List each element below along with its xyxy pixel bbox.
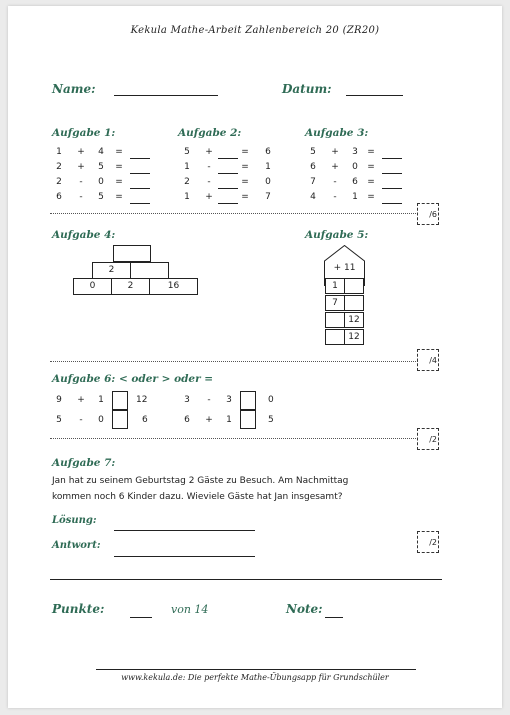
a2-r2-answer[interactable] (218, 173, 238, 174)
a1-r2-a: 2 (56, 162, 62, 172)
a1-r4-b: 5 (98, 192, 104, 202)
a1-r1-op: + (77, 147, 85, 157)
a6-i4-b: 1 (226, 415, 232, 425)
section-divider (50, 361, 418, 362)
note-label: Note: (286, 602, 323, 616)
punkte-label: Punkte: (52, 602, 105, 616)
pyramid-bottom-cell-2[interactable]: 2 (111, 278, 150, 295)
a6-i1-compare-box[interactable] (112, 391, 128, 410)
a1-r4-op: - (79, 192, 83, 202)
a1-r3-op: - (79, 177, 83, 187)
a3-r2-b: 0 (352, 162, 358, 172)
a2-r1-eq: = (241, 147, 249, 157)
punkte-line[interactable] (130, 617, 152, 618)
datum-line[interactable] (346, 95, 403, 96)
house-row4-right[interactable]: 12 (344, 329, 364, 345)
score-box-1[interactable]: /6 (417, 203, 439, 225)
a2-r2-a: 1 (184, 162, 190, 172)
loesung-label: Lösung: (52, 515, 97, 526)
pyramid-middle-cell-1[interactable]: 2 (92, 262, 131, 279)
a2-r4-eq: = (241, 192, 249, 202)
a6-i3-op: - (79, 415, 83, 425)
score-box-2[interactable]: /4 (417, 349, 439, 371)
a2-r3-op: - (207, 177, 211, 187)
a3-r4-answer[interactable] (382, 203, 402, 204)
a1-r4-a: 6 (56, 192, 62, 202)
a3-r2-answer[interactable] (382, 173, 402, 174)
worksheet-page (8, 6, 502, 708)
a6-i4-c: 5 (268, 415, 274, 425)
a6-i4-compare-box[interactable] (240, 410, 256, 429)
a2-r4-r: 7 (265, 192, 271, 202)
house-row4-left[interactable] (325, 329, 345, 345)
a3-r2-op: + (331, 162, 339, 172)
a1-r1-a: 1 (56, 147, 62, 157)
a3-r3-a: 7 (310, 177, 316, 187)
pyramid-bottom-cell-3[interactable]: 16 (149, 278, 198, 295)
a1-r1-eq: = (115, 147, 123, 157)
a6-i2-a: 3 (184, 395, 190, 405)
section-divider (50, 438, 418, 439)
a6-i4-a: 6 (184, 415, 190, 425)
a2-r2-op: - (207, 162, 211, 172)
a2-r1-a: 5 (184, 147, 190, 157)
a2-r3-a: 2 (184, 177, 190, 187)
a1-r4-answer[interactable] (130, 203, 150, 204)
a6-i3-compare-box[interactable] (112, 410, 128, 429)
section-divider (50, 213, 418, 214)
house-row1-left[interactable]: 1 (325, 278, 345, 294)
score-box-4[interactable]: /2 (417, 531, 439, 553)
a1-r1-answer[interactable] (130, 158, 150, 159)
loesung-line[interactable] (114, 530, 255, 531)
house-row2-left[interactable]: 7 (325, 295, 345, 311)
a6-i1-a: 9 (56, 395, 62, 405)
aufgabe7-text-line2: kommen noch 6 Kinder dazu. Wieviele Gäste hat Jan insgesamt? (52, 492, 343, 502)
a2-r4-a: 1 (184, 192, 190, 202)
a2-r1-r: 6 (265, 147, 271, 157)
aufgabe5-title: Aufgabe 5: (305, 229, 369, 241)
a6-i4-op: + (205, 415, 213, 425)
a6-i2-c: 0 (268, 395, 274, 405)
a1-r2-b: 5 (98, 162, 104, 172)
a6-i3-c: 6 (142, 415, 148, 425)
a1-r2-answer[interactable] (130, 173, 150, 174)
a1-r1-b: 4 (98, 147, 104, 157)
a1-r4-eq: = (115, 192, 123, 202)
a2-r1-answer[interactable] (218, 158, 238, 159)
a1-r3-b: 0 (98, 177, 104, 187)
antwort-label: Antwort: (52, 540, 101, 551)
aufgabe4-title: Aufgabe 4: (52, 229, 116, 241)
a2-r3-eq: = (241, 177, 249, 187)
aufgabe3-title: Aufgabe 3: (305, 127, 369, 139)
score-box-3[interactable]: /2 (417, 428, 439, 450)
bottom-divider (96, 669, 416, 670)
a2-r3-answer[interactable] (218, 188, 238, 189)
name-label: Name: (52, 82, 96, 96)
a3-r3-answer[interactable] (382, 188, 402, 189)
a1-r2-op: + (77, 162, 85, 172)
a1-r2-eq: = (115, 162, 123, 172)
antwort-line[interactable] (114, 556, 255, 557)
a1-r3-answer[interactable] (130, 188, 150, 189)
a2-r4-answer[interactable] (218, 203, 238, 204)
a3-r3-b: 6 (352, 177, 358, 187)
a3-r1-answer[interactable] (382, 158, 402, 159)
a3-r1-b: 3 (352, 147, 358, 157)
a3-r2-a: 6 (310, 162, 316, 172)
a6-i2-b: 3 (226, 395, 232, 405)
a3-r3-eq: = (367, 177, 375, 187)
a3-r1-op: + (331, 147, 339, 157)
a6-i3-b: 0 (98, 415, 104, 425)
a6-i1-op: + (77, 395, 85, 405)
a1-r3-eq: = (115, 177, 123, 187)
a2-r3-r: 0 (265, 177, 271, 187)
a6-i3-a: 5 (56, 415, 62, 425)
pyramid-middle-cell-2[interactable] (130, 262, 169, 279)
worksheet-title: Kekula Mathe-Arbeit Zahlenbereich 20 (ZR20) (130, 25, 380, 36)
house-row1-right[interactable] (344, 278, 364, 294)
name-line[interactable] (114, 95, 218, 96)
note-line[interactable] (325, 617, 343, 618)
a3-r4-b: 1 (352, 192, 358, 202)
aufgabe2-title: Aufgabe 2: (178, 127, 242, 139)
house-row2-right[interactable] (344, 295, 364, 311)
a3-r1-eq: = (367, 147, 375, 157)
a3-r2-eq: = (367, 162, 375, 172)
house-row3-left[interactable] (325, 312, 345, 328)
datum-label: Datum: (282, 82, 332, 96)
a1-r3-a: 2 (56, 177, 62, 187)
pyramid-bottom-cell-1[interactable]: 0 (73, 278, 112, 295)
footer-app-text: www.kekula.de: Die perfekte Mathe-Übungsapp für Grundschüler (121, 673, 389, 682)
aufgabe7-text-line1: Jan hat zu seinem Geburtstag 2 Gäste zu Besuch. Am Nachmittag (52, 476, 349, 486)
a2-r4-op: + (205, 192, 213, 202)
a6-i1-c: 12 (136, 395, 148, 405)
aufgabe7-title: Aufgabe 7: (52, 457, 116, 469)
aufgabe6-title: Aufgabe 6: < oder > oder = (52, 373, 214, 385)
pyramid-top-cell[interactable] (113, 245, 151, 262)
a3-r3-op: - (333, 177, 337, 187)
a2-r2-r: 1 (265, 162, 271, 172)
aufgabe1-title: Aufgabe 1: (52, 127, 116, 139)
footer-divider (50, 579, 442, 580)
a3-r4-op: - (333, 192, 337, 202)
a3-r1-a: 5 (310, 147, 316, 157)
a3-r4-a: 4 (310, 192, 316, 202)
a2-r1-op: + (205, 147, 213, 157)
a2-r2-eq: = (241, 162, 249, 172)
a3-r4-eq: = (367, 192, 375, 202)
house-row3-right[interactable]: 12 (344, 312, 364, 328)
a6-i2-compare-box[interactable] (240, 391, 256, 410)
a6-i2-op: - (207, 395, 211, 405)
house-roof-label: + 11 (333, 263, 356, 273)
a6-i1-b: 1 (98, 395, 104, 405)
von-label: von 14 (171, 603, 209, 616)
